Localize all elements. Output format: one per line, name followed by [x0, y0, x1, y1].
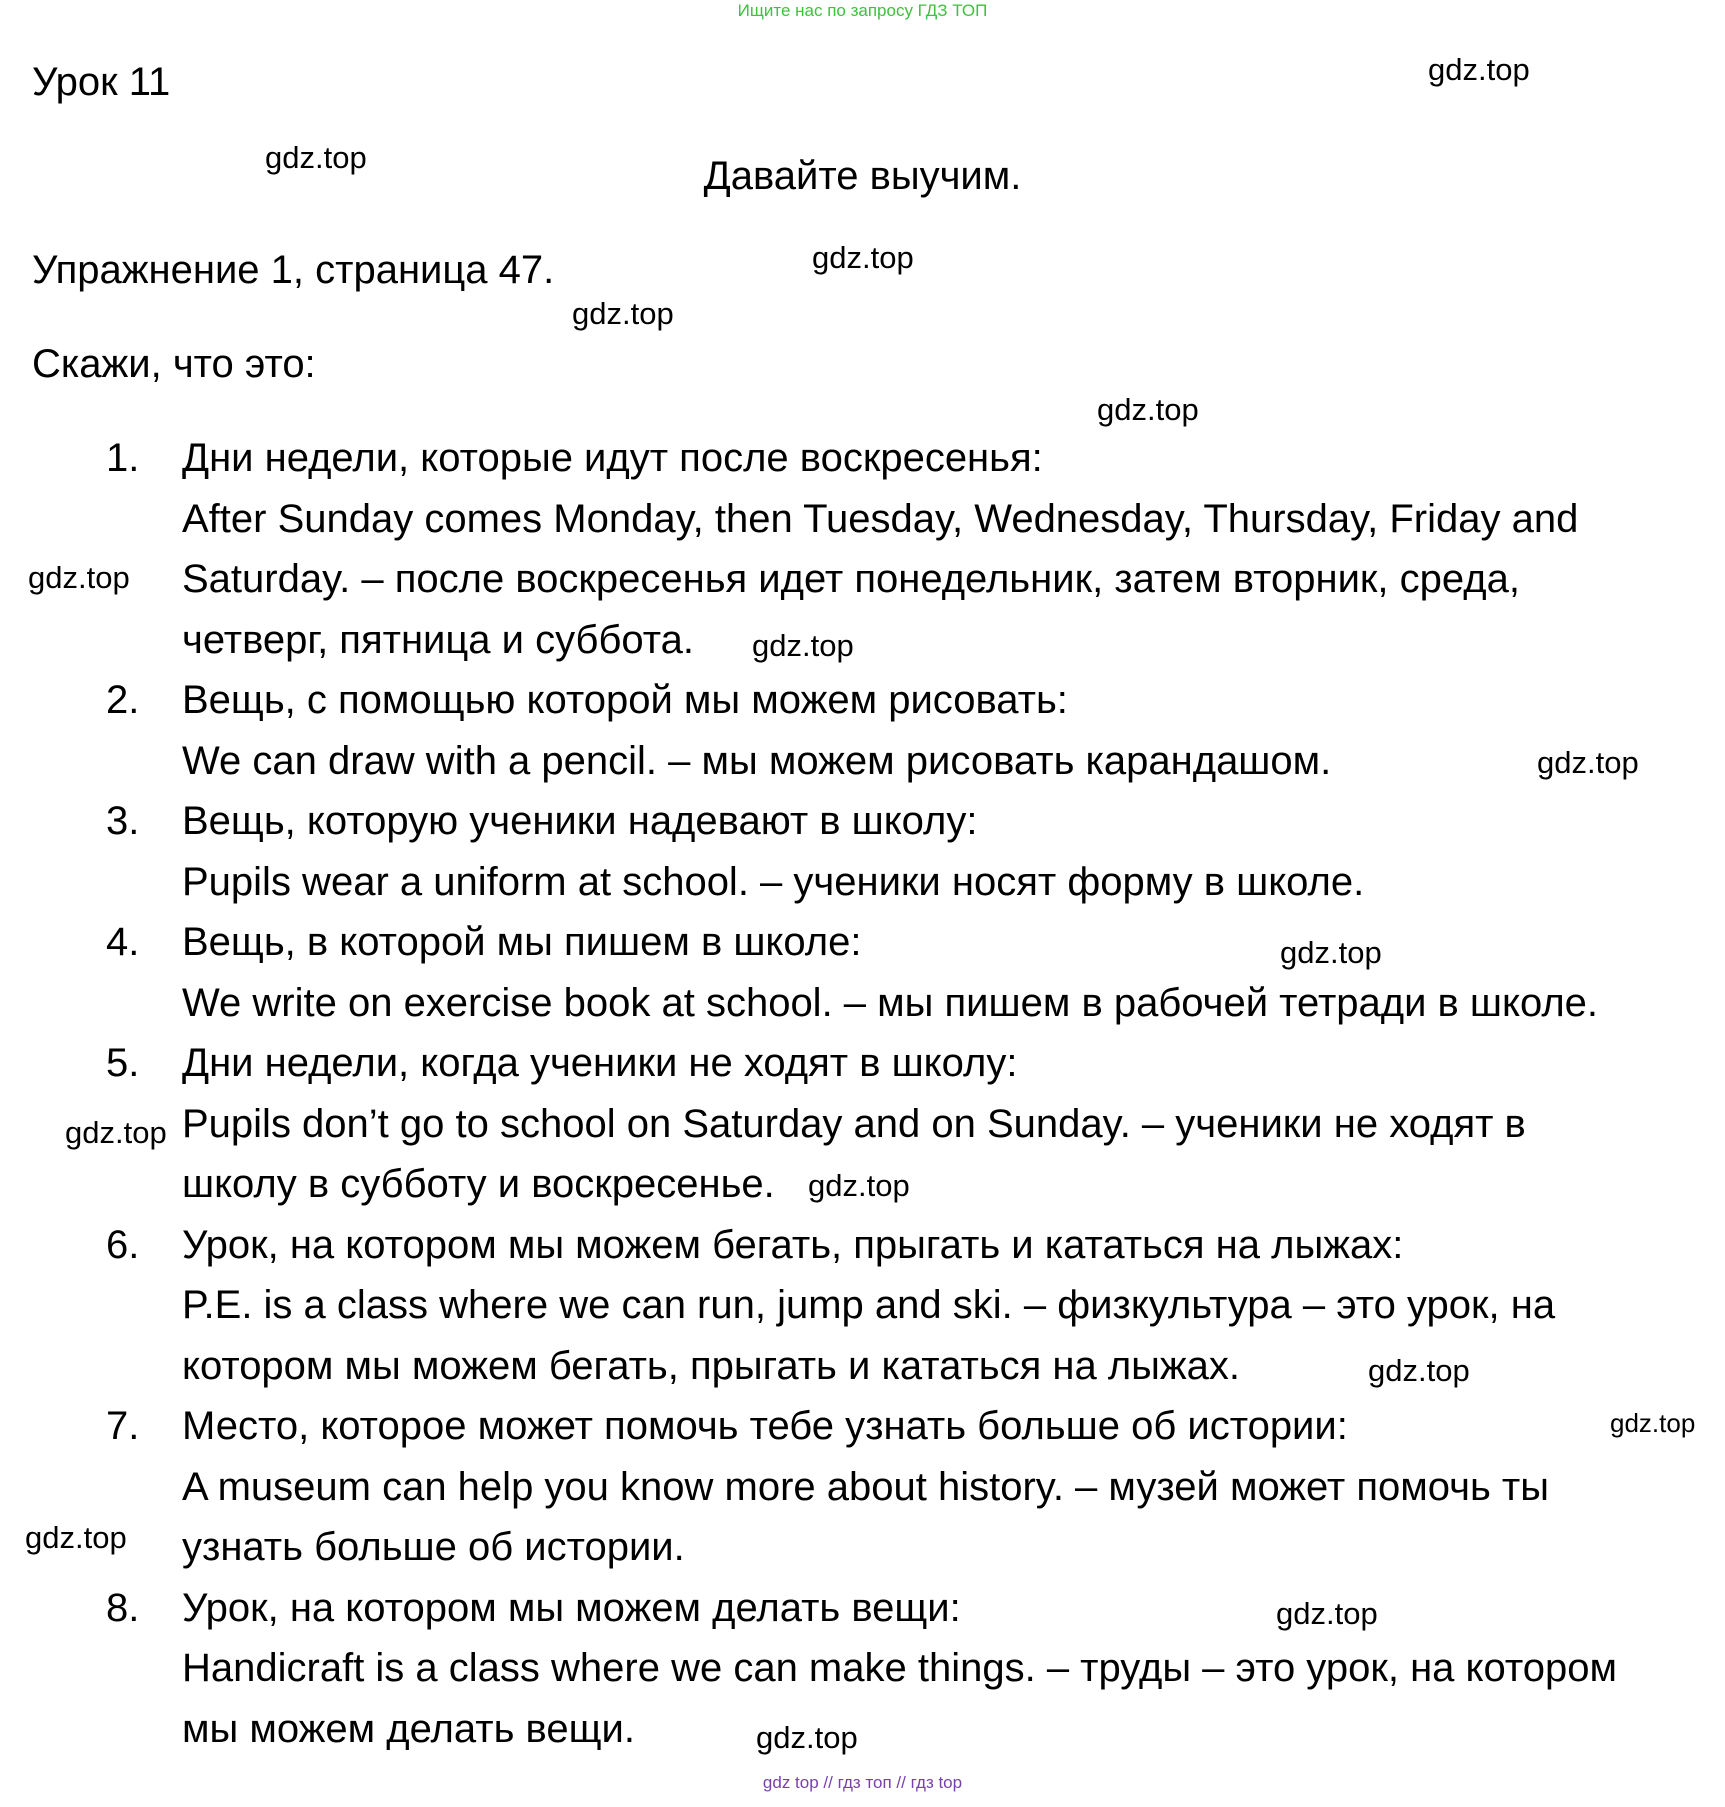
item-number: 5. — [106, 1041, 140, 1085]
watermark: gdz.top — [65, 1115, 167, 1150]
item-question: Вещь, которую ученики надевают в школу: — [182, 799, 978, 843]
bottom-banner: gdz top // гдз топ // гдз top — [762, 1773, 963, 1792]
item-question: Место, которое может помочь тебе узнать больше об истории: — [182, 1404, 1348, 1448]
watermark: gdz.top — [752, 628, 854, 663]
item-number: 2. — [106, 678, 140, 722]
item-number: 3. — [106, 799, 140, 843]
watermark: gdz.top — [812, 240, 914, 275]
watermark: gdz.top — [265, 140, 367, 175]
item-answer-line: Handicraft is a class where we can make things. – труды – это урок, на котором — [182, 1646, 1617, 1690]
item-answer-line: We write on exercise book at school. – мы пишем в рабочей тетради в школе. — [182, 980, 1599, 1025]
watermark: gdz.top — [1280, 935, 1382, 970]
item-answer-line: We can draw with a pencil. – мы можем рисовать карандашом. — [182, 738, 1332, 783]
item-question: Вещь, в которой мы пишем в школе: — [182, 920, 862, 964]
item-answer-line: узнать больше об истории. — [182, 1525, 685, 1569]
item-question: Дни недели, когда ученики не ходят в школу: — [182, 1041, 1018, 1085]
item-answer-line: Pupils wear a uniform at school. – ученики носят форму в школе. — [182, 859, 1365, 904]
item-answer-line: After Sunday comes Monday, then Tuesday, Wednesday, Thursday, Friday and — [182, 496, 1579, 541]
item-answer-line: котором мы можем бегать, прыгать и кататься на лыжах. — [182, 1343, 1241, 1388]
item-number: 8. — [106, 1585, 140, 1630]
watermark: gdz.top — [572, 296, 674, 331]
exercise-heading: Упражнение 1, страница 47. — [32, 248, 555, 292]
item-number: 1. — [106, 436, 140, 480]
item-number: 7. — [106, 1404, 140, 1448]
section-title: Давайте выучим. — [703, 154, 1022, 198]
answer-list — [0, 428, 1725, 1759]
item-answer-line: A museum can help you know more about history. – музей может помочь ты — [182, 1464, 1549, 1509]
list-item — [0, 1396, 1672, 1578]
item-question: Дни недели, которые идут после воскресенья: — [182, 436, 1043, 480]
lesson-title: Урок 11 — [32, 60, 171, 104]
watermark: gdz.top — [25, 1520, 127, 1555]
watermark: gdz.top — [808, 1168, 910, 1203]
item-question: Вещь, с помощью которой мы можем рисовать: — [182, 678, 1068, 722]
watermark: gdz.top — [756, 1720, 858, 1755]
item-answer-line: Saturday. – после воскресенья идет понедельник, затем вторник, среда, — [182, 557, 1520, 601]
item-number: 4. — [106, 920, 140, 964]
item-answer-line: P.E. is a class where we can run, jump and ski. – физкультура – это урок, на — [182, 1283, 1556, 1327]
item-question: Урок, на котором мы можем бегать, прыгать и кататься на лыжах: — [182, 1222, 1404, 1267]
item-answer-line: четверг, пятница и суббота. — [182, 617, 694, 662]
item-number: 6. — [106, 1222, 140, 1267]
watermark: gdz.top — [1428, 52, 1530, 87]
list-item — [0, 912, 1672, 1033]
item-answer-line: школу в субботу и воскресенье. — [182, 1162, 775, 1206]
item-answer-line: мы можем делать вещи. — [182, 1706, 635, 1751]
watermark: gdz.top — [1097, 392, 1199, 427]
watermark: gdz.top — [1537, 745, 1639, 780]
watermark: gdz.top — [28, 560, 130, 595]
watermark: gdz.top — [1610, 1408, 1696, 1438]
list-item — [0, 670, 1672, 791]
top-banner: Ищите нас по запросу ГДЗ ТОП — [737, 1, 988, 20]
instruction-text: Скажи, что это: — [32, 342, 316, 386]
watermark: gdz.top — [1368, 1353, 1470, 1388]
list-item — [0, 791, 1672, 912]
watermark: gdz.top — [1276, 1596, 1378, 1631]
item-question: Урок, на котором мы можем делать вещи: — [182, 1585, 961, 1630]
item-answer-line: Pupils don’t go to school on Saturday and on Sunday. – ученики не ходят в — [182, 1101, 1526, 1146]
